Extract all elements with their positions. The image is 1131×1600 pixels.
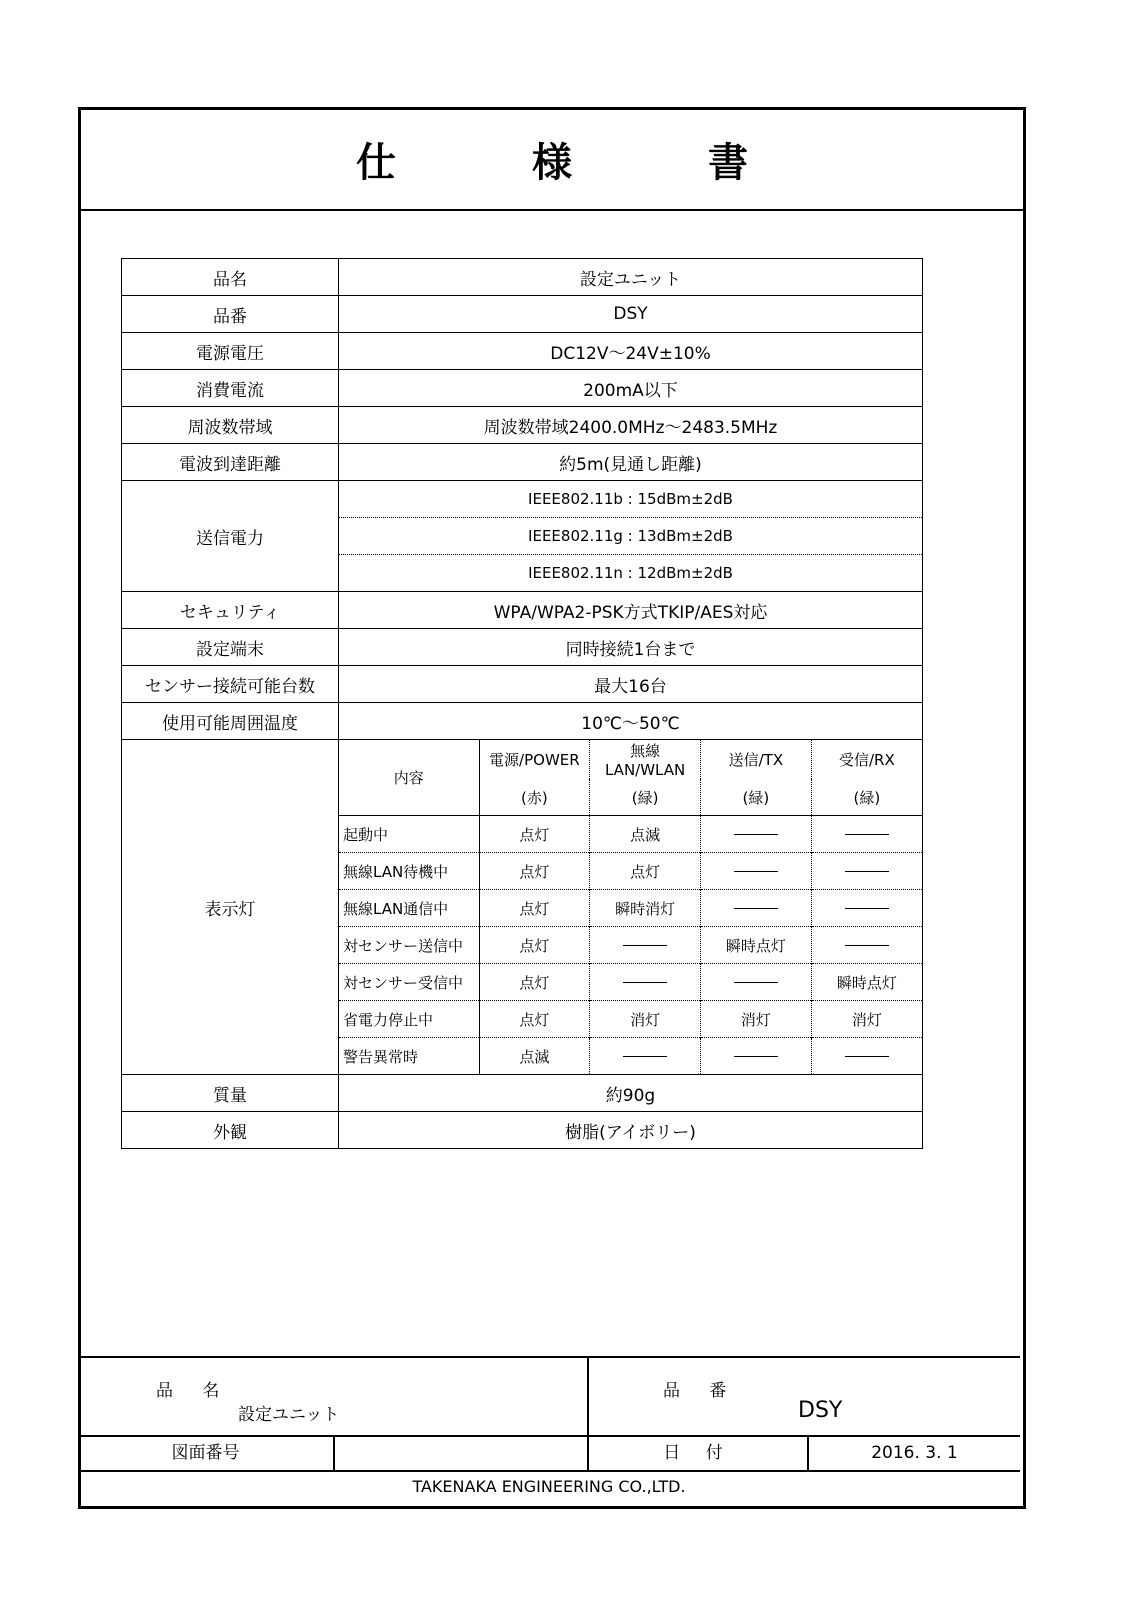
spec-label: セキュリティ [122, 592, 339, 629]
title-block-top [78, 1358, 1020, 1437]
indicator-state: 省電力停止中 [339, 1001, 479, 1038]
indicator-col-color: (緑) [590, 779, 701, 816]
divider [587, 1358, 589, 1437]
spec-label: 品名 [122, 259, 339, 296]
indicator-header-label: 内容 [393, 769, 424, 787]
spec-label: 外観 [122, 1112, 339, 1149]
indicator-state: 無線LAN待機中 [339, 853, 479, 890]
spec-label: 品番 [122, 296, 339, 333]
indicator-col-color: (赤) [479, 779, 590, 816]
spec-label: 設定端末 [122, 629, 339, 666]
indicator-state: 起動中 [339, 816, 479, 853]
indicator-value: 消灯 [701, 1001, 812, 1038]
indicator-col-name: 無線LAN/WLAN [590, 740, 701, 779]
indicator-state: 対センサー受信中 [339, 964, 479, 1001]
tx-power-g: IEEE802.11g : 13dBm±2dB [339, 518, 922, 555]
footer-date-value: 2016. 3. 1 [871, 1443, 958, 1463]
tx-power-n: IEEE802.11n : 12dBm±2dB [339, 555, 922, 592]
footer-no-value: DSY [798, 1398, 843, 1423]
indicator-value: 消灯 [590, 1001, 701, 1038]
spec-value: 周波数帯域2400.0MHz～2483.5MHz [339, 407, 923, 444]
indicator-col-color: (緑) [811, 779, 922, 816]
footer-name-value: 設定ユニット [238, 1405, 340, 1425]
indicator-value: 点灯 [479, 853, 590, 890]
footer-no-label: 品 番 [663, 1381, 739, 1401]
indicator-value: 点灯 [479, 816, 590, 853]
spec-label: 周波数帯域 [122, 407, 339, 444]
spec-label: 電源電圧 [122, 333, 339, 370]
spec-value: 200mA以下 [339, 370, 923, 407]
spec-label: 電波到達距離 [122, 444, 339, 481]
indicator-value: 点灯 [479, 1001, 590, 1038]
footer-drawing-label: 図面番号 [171, 1443, 240, 1463]
footer-drawing-value [335, 1437, 587, 1470]
footer-company: TAKENAKA ENGINEERING CO.,LTD. [412, 1477, 686, 1496]
spec-label: 質量 [122, 1075, 339, 1112]
spec-label: 使用可能周囲温度 [122, 703, 339, 740]
indicator-col-color: (緑) [701, 779, 812, 816]
indicator-value: 消灯 [811, 1001, 922, 1038]
indicator-value: 瞬時消灯 [590, 890, 701, 927]
indicator-value: 点灯 [479, 964, 590, 1001]
spec-value: 同時接続1台まで [339, 629, 923, 666]
spec-value: 樹脂(アイボリー) [339, 1112, 923, 1149]
indicator-col-name: 受信/RX [811, 740, 922, 779]
indicator-value: 点灯 [590, 853, 701, 890]
indicator-value: 瞬時点灯 [701, 927, 812, 964]
title-block-middle [78, 1437, 1020, 1472]
spec-label: 送信電力 [122, 481, 339, 592]
spec-value: 約5m(見通し距離) [339, 444, 923, 481]
indicator-value: 瞬時点灯 [811, 964, 922, 1001]
spec-label: 消費電流 [122, 370, 339, 407]
spec-value: 約90g [339, 1075, 923, 1112]
tx-power-b: IEEE802.11b : 15dBm±2dB [528, 490, 733, 508]
indicator-state: 無線LAN通信中 [339, 890, 479, 927]
indicator-state: 警告異常時 [339, 1038, 479, 1075]
indicator-state: 対センサー送信中 [339, 927, 479, 964]
spec-value: 設定ユニット [339, 259, 923, 296]
indicator-value: 点滅 [479, 1038, 590, 1075]
page-title: 仕 様 書 [356, 140, 796, 186]
spec-value: 10℃～50℃ [339, 703, 923, 740]
indicator-value: 点滅 [590, 816, 701, 853]
footer-date-label: 日 付 [663, 1443, 733, 1463]
spec-value: WPA/WPA2-PSK方式TKIP/AES対応 [339, 592, 923, 629]
footer-name-label: 品 名 [156, 1381, 232, 1401]
spec-label: 表示灯 [122, 740, 339, 1075]
indicator-value: 点灯 [479, 890, 590, 927]
title-block [78, 1356, 1020, 1503]
footer-layer [78, 107, 1026, 1509]
spec-value: DC12V～24V±10% [339, 333, 923, 370]
spec-value: 最大16台 [339, 666, 923, 703]
indicator-col-name: 送信/TX [701, 740, 812, 779]
indicator-col-name: 電源/POWER [479, 740, 590, 779]
spec-value: DSY [339, 296, 923, 333]
indicator-value: 点灯 [479, 927, 590, 964]
spec-label: センサー接続可能台数 [122, 666, 339, 703]
